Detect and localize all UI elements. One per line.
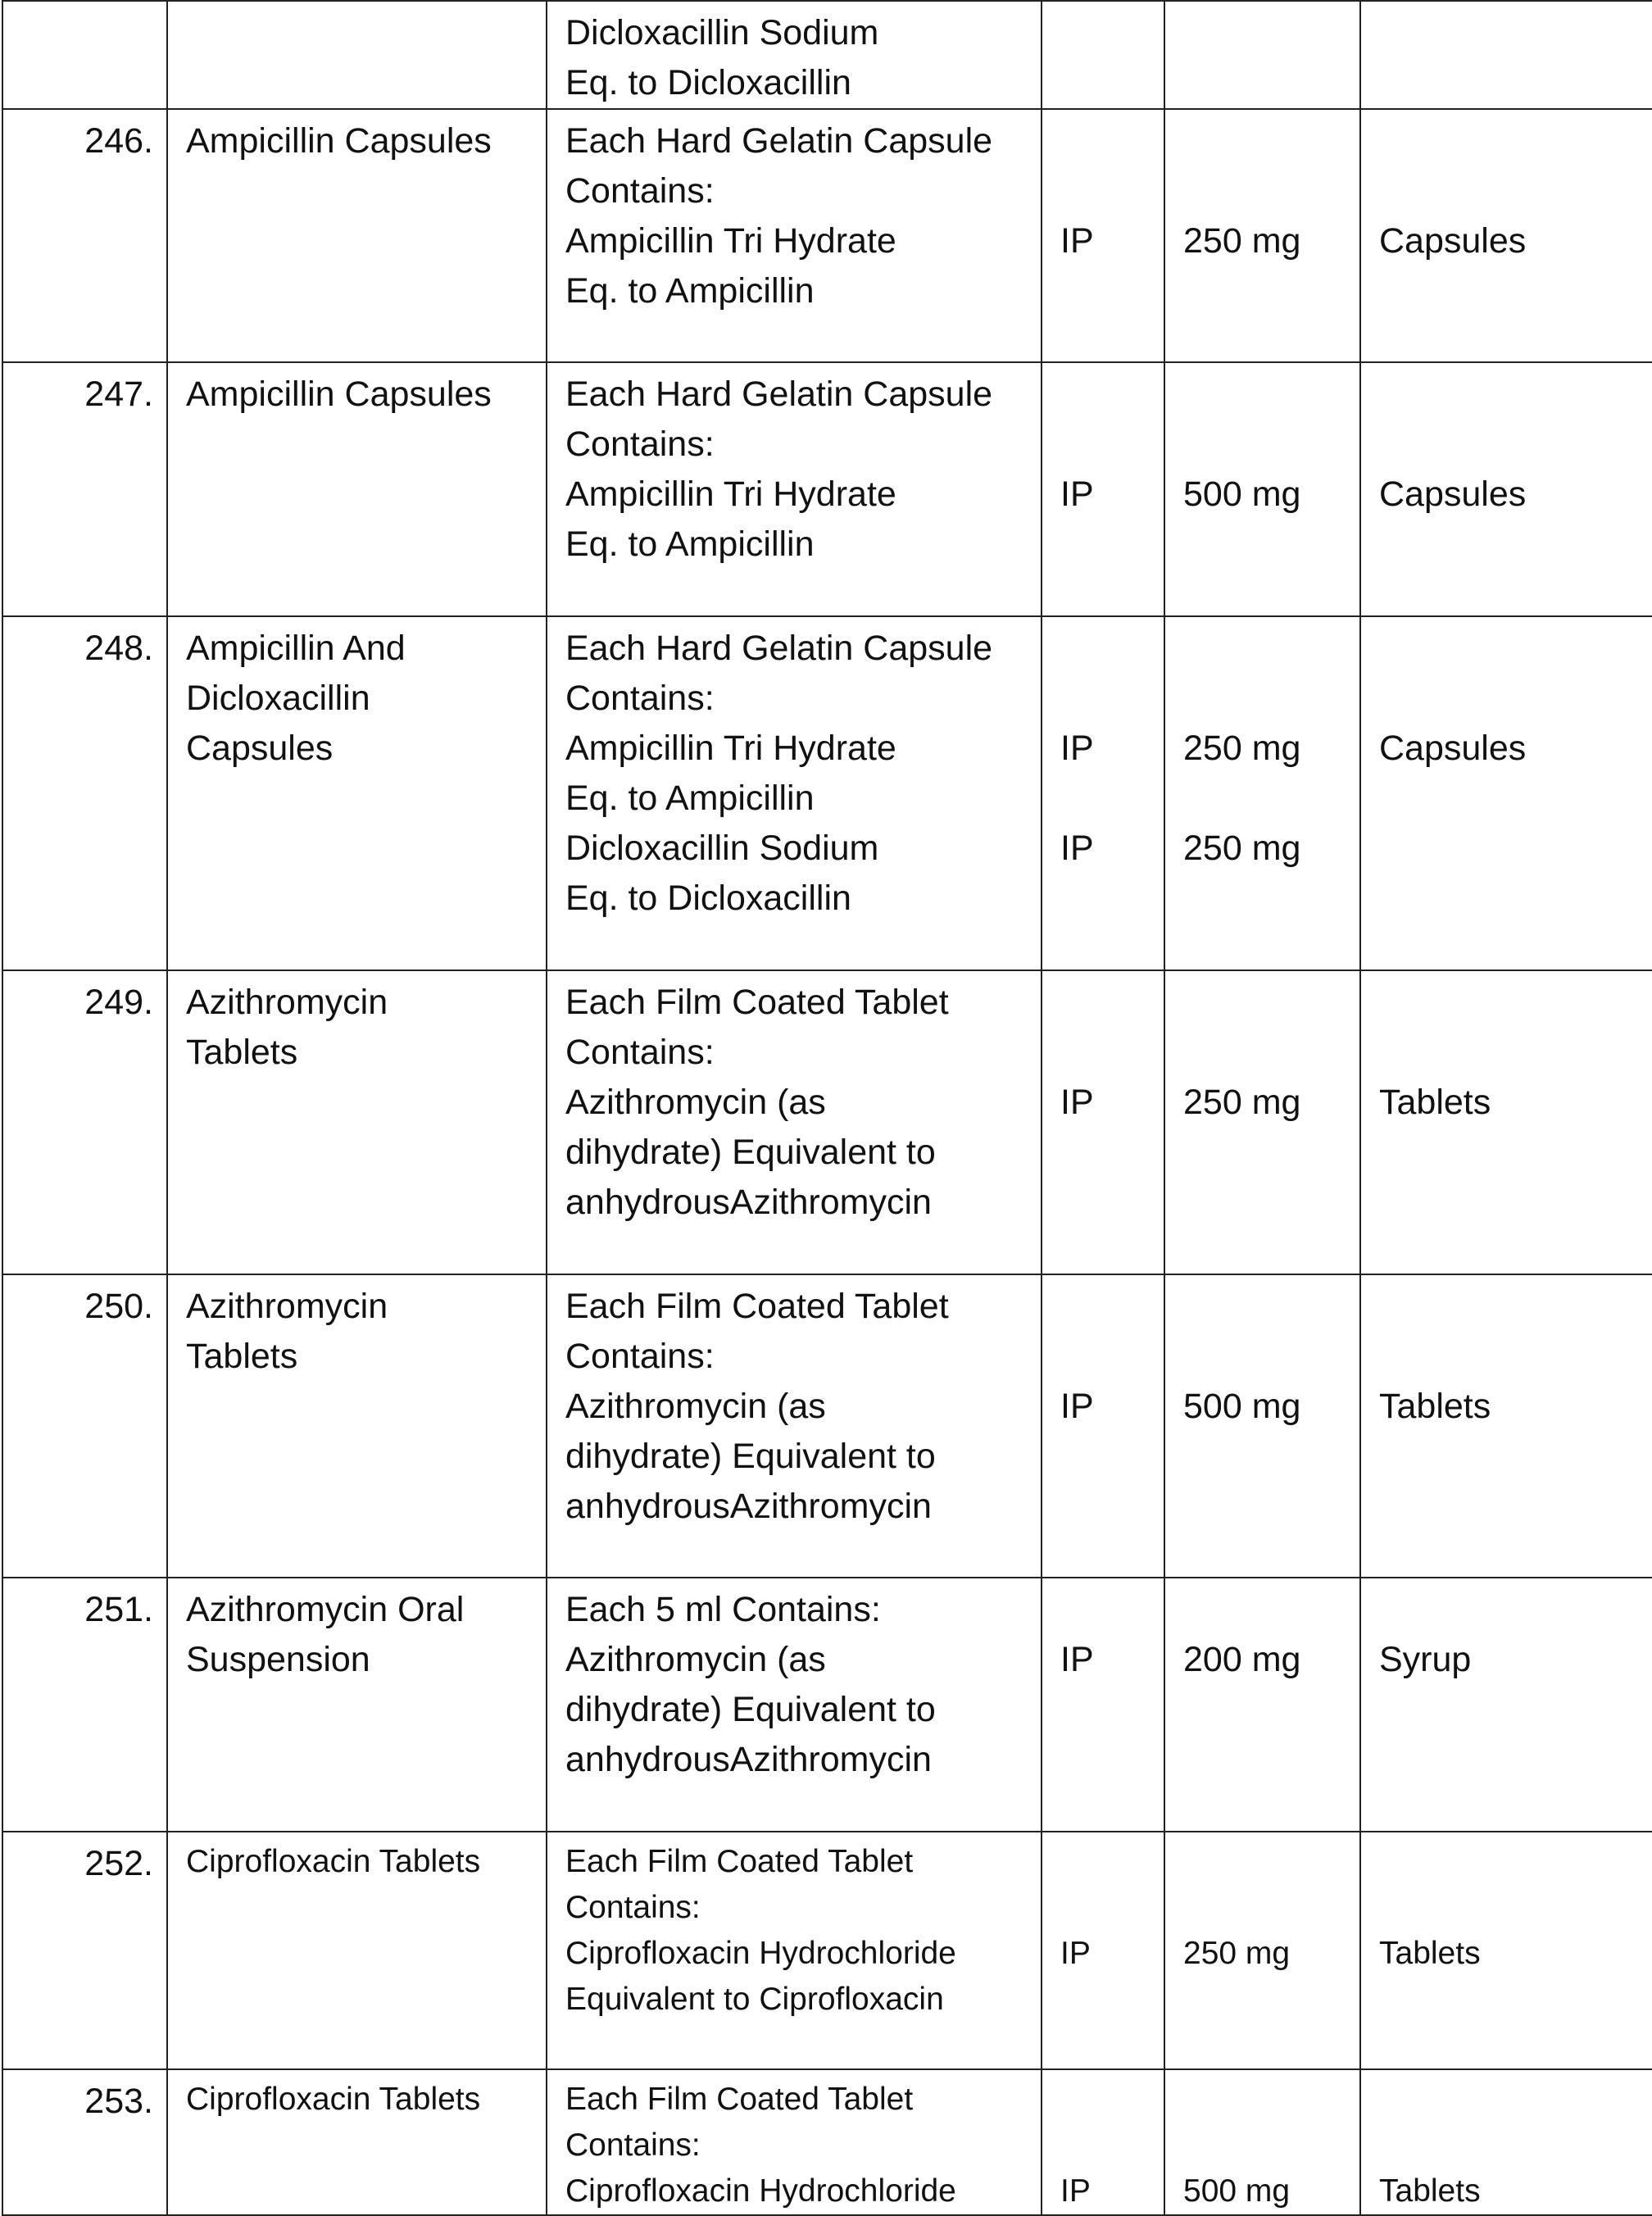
composition-line: Eq. to Ampicillin <box>565 779 815 818</box>
strength <box>1164 970 1360 1274</box>
dosage-form <box>1360 109 1652 362</box>
strength-line: 250 mg <box>1183 221 1301 261</box>
composition-line: anhydrousAzithromycin <box>565 1183 932 1222</box>
product-name <box>167 616 547 970</box>
pharmacopoeia-standard-line: IP <box>1060 1640 1094 1679</box>
composition <box>547 109 1042 362</box>
composition-line: Each Film Coated Tablet <box>565 2082 914 2117</box>
table-row <box>2 109 1652 362</box>
table-row <box>2 616 1652 970</box>
product-name <box>167 1274 547 1578</box>
composition-line: Ampicillin Tri Hydrate <box>565 729 896 768</box>
dosage-form-line: Tablets <box>1379 1387 1491 1426</box>
strength <box>1164 362 1360 616</box>
serial-number <box>2 109 167 362</box>
dosage-form-line: Capsules <box>1379 475 1527 514</box>
table-row <box>2 1 1652 109</box>
dosage-form-line: Syrup <box>1379 1640 1472 1679</box>
composition <box>547 1578 1042 1832</box>
composition-line: Azithromycin (as <box>565 1640 826 1679</box>
serial-number <box>2 616 167 970</box>
product-name-line: Tablets <box>186 1337 298 1376</box>
product-name-line: Ampicillin Capsules <box>186 375 492 414</box>
strength-line: 250 mg <box>1183 1936 1291 1971</box>
serial-number-text: 247. <box>84 375 153 414</box>
composition-line: Contains: <box>565 2127 701 2163</box>
table-body <box>2 1 1652 2215</box>
composition <box>547 1274 1042 1578</box>
composition-line: Eq. to Dicloxacillin <box>565 879 851 918</box>
pharmacopoeia-standard <box>1042 362 1164 616</box>
serial-number <box>2 970 167 1274</box>
pharmacopoeia-standard-line: IP <box>1060 1936 1091 1971</box>
dosage-form-line: Tablets <box>1379 1936 1481 1971</box>
composition-line: anhydrousAzithromycin <box>565 1487 932 1526</box>
composition-line: Each Hard Gelatin Capsule <box>565 375 993 414</box>
strength-line <box>1183 774 1341 824</box>
pharmacopoeia-standard-line: IP <box>1060 2173 1091 2209</box>
product-name-line: Ciprofloxacin Tablets <box>186 1844 481 1879</box>
serial-number-text: 248. <box>84 629 153 668</box>
product-name-line: Suspension <box>186 1640 370 1679</box>
pharmacopoeia-standard-line: IP <box>1060 829 1094 868</box>
composition-line: Azithromycin (as <box>565 1083 826 1122</box>
composition <box>547 1832 1042 2069</box>
dosage-form <box>1360 1274 1652 1578</box>
composition-line: Ciprofloxacin Hydrochloride <box>565 2173 956 2209</box>
serial-number <box>2 2069 167 2215</box>
composition-line: Contains: <box>565 1890 701 1925</box>
composition-line: Dicloxacillin Sodium <box>565 13 879 52</box>
product-name-line: Dicloxacillin <box>186 679 370 718</box>
product-name-line: Azithromycin <box>186 983 388 1022</box>
dosage-form <box>1360 2069 1652 2215</box>
composition-line: Eq. to Ampicillin <box>565 271 815 311</box>
dosage-form <box>1360 1 1652 109</box>
serial-number <box>2 362 167 616</box>
product-name <box>167 970 547 1274</box>
composition-line: Contains: <box>565 679 715 718</box>
formulation-table <box>2 0 1652 2216</box>
table-row <box>2 1578 1652 1832</box>
product-name-line: Ampicillin And <box>186 629 406 668</box>
dosage-form <box>1360 1832 1652 2069</box>
pharmacopoeia-standard <box>1042 1832 1164 2069</box>
dosage-form-line: Tablets <box>1379 1083 1491 1122</box>
product-name <box>167 1578 547 1832</box>
pharmacopoeia-standard-line: IP <box>1060 221 1094 261</box>
strength-line: 250 mg <box>1183 729 1301 768</box>
composition-line: Ciprofloxacin Hydrochloride <box>565 1936 956 1971</box>
pharmacopoeia-standard <box>1042 616 1164 970</box>
table-row <box>2 362 1652 616</box>
pharmacopoeia-standard-line: IP <box>1060 1387 1094 1426</box>
dosage-form <box>1360 970 1652 1274</box>
pharmacopoeia-standard-line <box>1060 774 1146 824</box>
product-name <box>167 362 547 616</box>
dosage-form <box>1360 616 1652 970</box>
serial-number-text: 249. <box>84 983 153 1022</box>
composition-line: Each Film Coated Tablet <box>565 983 949 1022</box>
serial-number-text: 251. <box>84 1590 153 1629</box>
serial-number <box>2 1 167 109</box>
table-row <box>2 1274 1652 1578</box>
product-name <box>167 1 547 109</box>
serial-number <box>2 1274 167 1578</box>
serial-number <box>2 1832 167 2069</box>
dosage-form <box>1360 1578 1652 1832</box>
dosage-form <box>1360 362 1652 616</box>
composition <box>547 970 1042 1274</box>
dosage-form-line: Tablets <box>1379 2173 1481 2209</box>
composition-line: Azithromycin (as <box>565 1387 826 1426</box>
composition-line: Ampicillin Tri Hydrate <box>565 475 896 514</box>
composition-line: Equivalent to Ciprofloxacin <box>565 1982 944 2017</box>
composition-line: Dicloxacillin Sodium <box>565 829 879 868</box>
strength <box>1164 1578 1360 1832</box>
composition <box>547 2069 1042 2215</box>
pharmacopoeia-standard <box>1042 109 1164 362</box>
strength <box>1164 109 1360 362</box>
dosage-form-line: Capsules <box>1379 729 1527 768</box>
strength-line: 500 mg <box>1183 1387 1301 1426</box>
pharmacopoeia-standard <box>1042 1578 1164 1832</box>
product-name <box>167 1832 547 2069</box>
composition-line: Each Film Coated Tablet <box>565 1844 914 1879</box>
product-name <box>167 2069 547 2215</box>
product-name-line: Ampicillin Capsules <box>186 121 492 161</box>
pharmacopoeia-standard <box>1042 1274 1164 1578</box>
composition-line: Eq. to Ampicillin <box>565 524 815 564</box>
dosage-form-line: Capsules <box>1379 221 1527 261</box>
composition-line: Contains: <box>565 1337 715 1376</box>
pharmacopoeia-standard-line: IP <box>1060 1083 1094 1122</box>
strength-line: 500 mg <box>1183 475 1301 514</box>
composition <box>547 616 1042 970</box>
strength-line: 250 mg <box>1183 829 1301 868</box>
serial-number-text: 253. <box>84 2082 153 2121</box>
composition-line: dihydrate) Equivalent to <box>565 1133 936 1172</box>
pharmacopoeia-standard <box>1042 1 1164 109</box>
composition-line: Each Film Coated Tablet <box>565 1287 949 1326</box>
composition-line: Each Hard Gelatin Capsule <box>565 629 993 668</box>
pharmacopoeia-standard-line: IP <box>1060 475 1094 514</box>
strength <box>1164 1274 1360 1578</box>
pharmacopoeia-standard <box>1042 2069 1164 2215</box>
composition-line: dihydrate) Equivalent to <box>565 1437 936 1476</box>
composition-line: dihydrate) Equivalent to <box>565 1690 936 1729</box>
strength-line: 500 mg <box>1183 2173 1291 2209</box>
strength <box>1164 1 1360 109</box>
strength <box>1164 2069 1360 2215</box>
serial-number-text: 252. <box>84 1844 153 1883</box>
composition-line: Ampicillin Tri Hydrate <box>565 221 896 261</box>
strength-line: 250 mg <box>1183 1083 1301 1122</box>
pharmacopoeia-standard <box>1042 970 1164 1274</box>
table-row <box>2 970 1652 1274</box>
serial-number-text: 246. <box>84 121 153 161</box>
product-name-line: Ciprofloxacin Tablets <box>186 2082 481 2117</box>
pharmacopoeia-standard-line: IP <box>1060 729 1094 768</box>
product-name-line: Tablets <box>186 1033 298 1072</box>
strength <box>1164 616 1360 970</box>
strength <box>1164 1832 1360 2069</box>
serial-number-text: 250. <box>84 1287 153 1326</box>
product-name-line: Capsules <box>186 729 334 768</box>
product-name-line: Azithromycin Oral <box>186 1590 465 1629</box>
table-row <box>2 2069 1652 2215</box>
product-name-line: Azithromycin <box>186 1287 388 1326</box>
composition-line: Contains: <box>565 171 715 211</box>
composition-line: anhydrousAzithromycin <box>565 1740 932 1779</box>
composition-line: Each 5 ml Contains: <box>565 1590 881 1629</box>
composition <box>547 362 1042 616</box>
table-row <box>2 1832 1652 2069</box>
serial-number <box>2 1578 167 1832</box>
composition-line: Contains: <box>565 1033 715 1072</box>
composition <box>547 1 1042 109</box>
strength-line: 200 mg <box>1183 1640 1301 1679</box>
composition-line: Eq. to Dicloxacillin <box>565 63 851 102</box>
composition-line: Contains: <box>565 425 715 464</box>
composition-line: Each Hard Gelatin Capsule <box>565 121 993 161</box>
product-name <box>167 109 547 362</box>
